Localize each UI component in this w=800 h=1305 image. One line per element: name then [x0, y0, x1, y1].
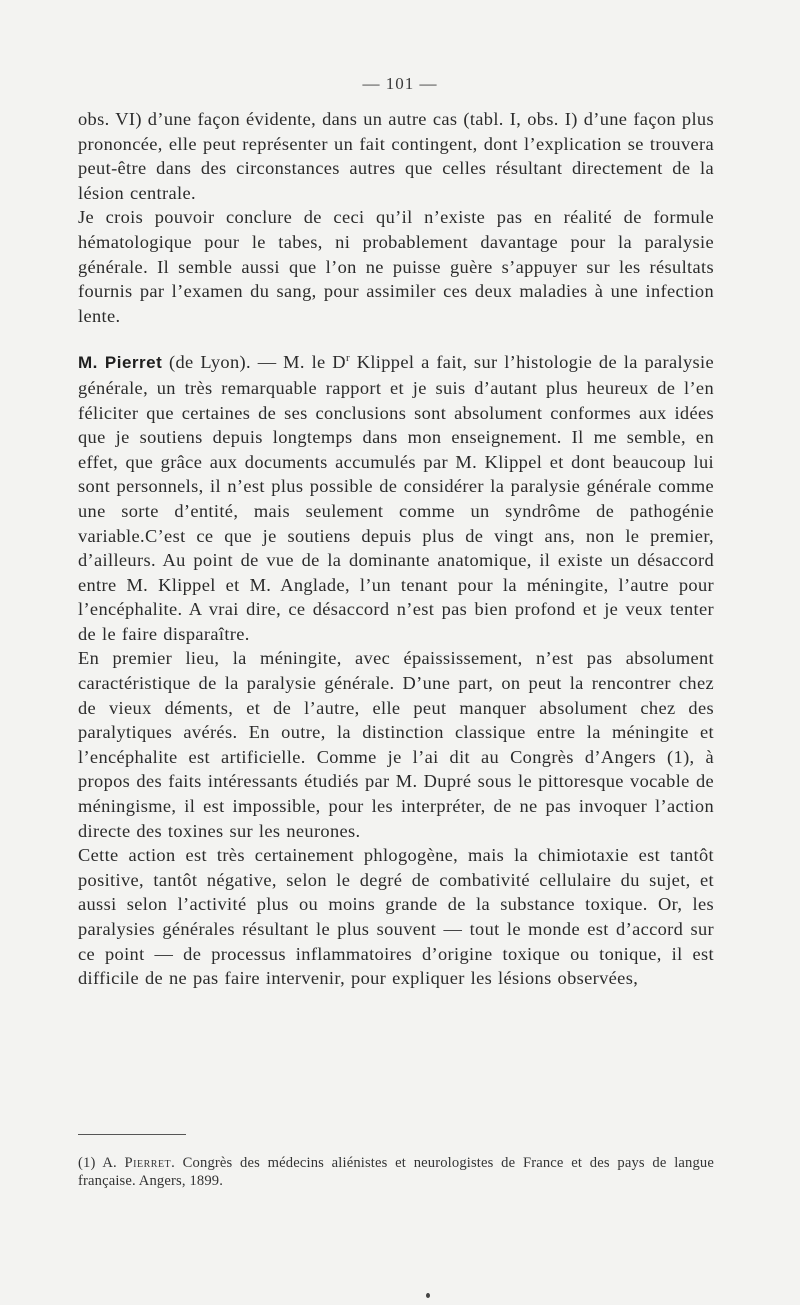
footnote-marker: (1) A.: [78, 1155, 125, 1171]
page-number: — 101 —: [362, 74, 438, 93]
footnote: [78, 1154, 714, 1190]
footnote-rule: [78, 1134, 186, 1135]
print-speck: [426, 1293, 430, 1298]
speaker-place: (de Lyon). — M. le D: [162, 352, 346, 373]
paragraph-4: En premier lieu, la méningite, avec épaississement, n’est pas absolument caractéristique de la paralysie générale. D’une part, on peut la rencontrer chez de vieux déments, et de l’autre, elle peut manquer absolument chez des paralytiques avérés. En outre, la distinction classique entre la méningite et l’encéphalite est artificielle. Comme je l’ai dit au Congrès d’Angers (1), à propos des faits intéressants étudiés par M. Dupré sous le pittoresque vocable de méningisme, il est impossible, pour les interpréter, de ne pas invoquer l’action directe des toxines sur les neurones.: [78, 648, 714, 841]
paragraph-5: Cette action est très certainement phlogogène, mais la chimiotaxie est tantôt positive, tantôt négative, selon le degré de combativité cellulaire du sujet, et aussi selon l’activité plus ou moins grande de la substance toxique. Or, les paralysies générales résultant le plus souvent — tout le monde est d’accord sur ce point — de processus inflammatoires d’origine toxique ou tonique, il est difficile de ne pas faire intervenir, pour expliquer les lésions observées,: [78, 845, 714, 989]
paragraph-1: obs. VI) d’une façon évidente, dans un autre cas (tabl. I, obs. I) d’une façon plus prononcée, elle peut représenter un fait contingent, dont l’explication se trouvera peut-être dans des circonstances autres que celles résultant directement de la lésion centrale.: [78, 109, 714, 203]
paragraph-3: [78, 350, 714, 646]
paragraph-3-text: Klippel a fait, sur l’histologie de la paralysie générale, un très remarquable rapport et je suis d’autant plus heureux de l’en féliciter que certaines de ses conclusions sont absolument conformes aux idées que je soutiens depuis longtemps dans mon enseignement. Il me semble, en effet, que grâce aux documents accumulés par M. Klippel et dont beaucoup lui sont personnels, il n’est plus possible de considérer la paralysie générale comme une sorte d’entité, mais seulement comme un syndrôme de pathogénie variable.C’est ce que je soutiens depuis plus de vingt ans, non le premier, d’ailleurs. Au point de vue de la dominante anatomique, il existe un désaccord entre M. Klippel et M. Anglade, l’un tenant pour la méningite, l’autre pour l’encéphalite. A vrai dire, ce désaccord n’est pas bien profond et je veux tenter de le faire disparaître.: [78, 352, 714, 644]
paragraph-2-text: Je crois pouvoir conclure de ceci qu’il n’existe pas en réalité de formule hématologique pour le tabes, ni probablement davantage pour la paralysie générale. Il semble aussi que l’on ne puisse guère s’appuyer sur les résultats fournis par l’examen du sang, pour assimiler ces deux maladies à une infection lente.: [78, 207, 714, 326]
footnote-text: . Congrès des médecins aliénistes et neurologistes de France et des pays de langue française. Angers, 1899.: [78, 1155, 714, 1189]
doctor-superscript: r: [345, 352, 350, 365]
section-gap: [78, 328, 714, 350]
footnote-author: Pierret: [124, 1155, 172, 1171]
body-text: [78, 107, 714, 991]
paragraph-2: [78, 205, 714, 328]
speaker-name: M. Pierret: [78, 353, 163, 373]
